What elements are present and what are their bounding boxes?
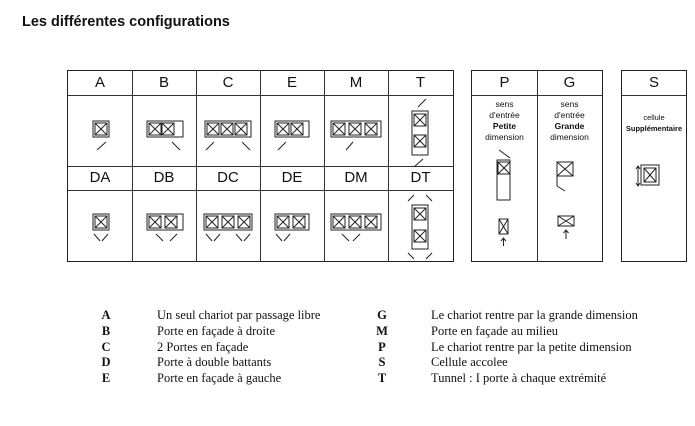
config-label-a: A bbox=[94, 74, 105, 91]
caption-p: sens d'entrée Petite dimension bbox=[485, 99, 524, 142]
config-label-s: S bbox=[648, 74, 659, 91]
diagram-dc bbox=[204, 214, 252, 241]
diagram-dt bbox=[408, 195, 432, 259]
config-label-c: C bbox=[222, 74, 234, 91]
diagram-s bbox=[636, 165, 659, 186]
diagram-dm bbox=[331, 214, 381, 241]
diagram-m bbox=[331, 121, 381, 150]
config-label-db: DB bbox=[153, 169, 175, 186]
page-title: Les différentes configurations bbox=[22, 14, 230, 30]
config-label-dm: DM bbox=[344, 169, 368, 186]
diagram-c bbox=[205, 121, 251, 150]
diagram-g bbox=[557, 162, 574, 239]
diagram-da bbox=[93, 214, 109, 241]
config-label-de: DE bbox=[281, 169, 303, 186]
diagram-t bbox=[412, 99, 428, 167]
diagram-a bbox=[93, 121, 109, 150]
config-label-g: G bbox=[563, 74, 576, 91]
config-label-p: P bbox=[499, 74, 510, 91]
config-label-b: B bbox=[158, 74, 169, 91]
diagram-p bbox=[497, 150, 510, 246]
config-label-t: T bbox=[415, 74, 426, 91]
config-label-da: DA bbox=[89, 169, 111, 186]
caption-g: sens d'entrée Grande dimension bbox=[550, 99, 589, 142]
config-label-e: E bbox=[286, 74, 297, 91]
config-label-dc: DC bbox=[217, 169, 239, 186]
config-label-m: M bbox=[349, 74, 363, 91]
diagram-b bbox=[147, 121, 183, 150]
caption-s: cellule Supplémentaire bbox=[625, 113, 683, 133]
diagram-db bbox=[147, 214, 183, 241]
diagram-de bbox=[275, 214, 309, 241]
diagram-e bbox=[275, 121, 309, 150]
config-label-dt: DT bbox=[410, 169, 431, 186]
